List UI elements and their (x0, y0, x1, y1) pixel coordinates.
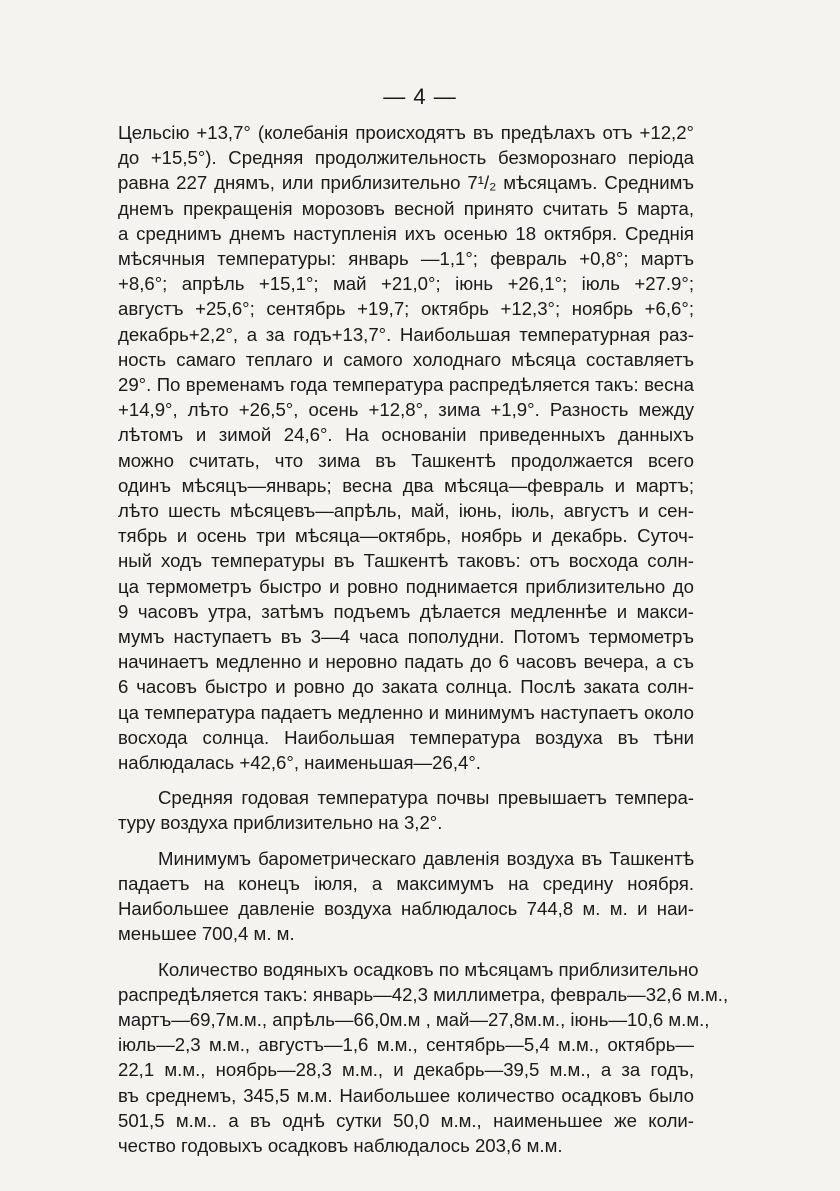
text-line: ный ходъ температуры въ Ташкентѣ таковъ: отъ восхода солн- (118, 550, 694, 572)
text-line: 501,5 м.м.. а въ однѣ сутки 50,0 м.м., наименьшее же коли- (118, 1109, 694, 1131)
text-line: мумъ наступаетъ въ 3—4 часа пополудни. Потомъ термометръ (118, 626, 694, 648)
text-line: Количество водяныхъ осадковъ по мѣсяцамъ приблизительно (158, 958, 699, 980)
text-line: +8,6°; апрѣль +15,1°; май +21,0°; іюнь +26,1°; іюль +27.9°; (118, 273, 694, 295)
text-line: 9 часовъ утра, затѣмъ подъемъ дѣлается медленнѣе и макси- (118, 600, 694, 622)
page-number: — 4 — (383, 84, 457, 109)
text-line: +14,9°, лѣто +26,5°, осень +12,8°, зима +1,9°. Разность между (118, 399, 694, 421)
text-line: іюль—2,3 м.м., августъ—1,6 м.м., сентябрь—5,4 м.м., октябрь— (118, 1034, 694, 1056)
text-line: 29°. По временамъ года температура распредѣляется такъ: весна (118, 374, 694, 396)
text-line: распредѣляется такъ: январь—42,3 миллиметра, февраль—32,6 м.м., (118, 983, 729, 1005)
text-line: равна 227 днямъ, или приблизительно 7¹/₂ мѣсяцамъ. Среднимъ (118, 172, 694, 194)
text-line: въ среднемъ, 345,5 м.м. Наибольшее количество осадковъ было (118, 1084, 694, 1106)
text-line: ность самаго теплаго и самого холоднаго мѣсяца составляетъ (118, 348, 694, 370)
text-line: меньшее 700,4 м. м. (118, 923, 295, 945)
body-text (118, 120, 729, 1158)
text-line: до +15,5°). Средняя продолжительность безморознаго періода (118, 147, 694, 169)
text-line: Наибольшее давленіе воздуха наблюдалось 744,8 м. м. и наи- (118, 898, 694, 920)
text-line: одинъ мѣсяцъ—январь; весна два мѣсяца—февраль и мартъ; (118, 474, 694, 496)
text-line: Минимумъ барометрическаго давленія воздуха въ Ташкентѣ (158, 847, 694, 869)
text-line: ца термометръ быстро и ровно поднимается приблизительно до (118, 575, 694, 597)
text-line: мартъ—69,7м.м., апрѣль—66,0м.м , май—27,8м.м., іюнь—10,6 м.м., (118, 1008, 710, 1030)
text-line: туру воздуха приблизительно на 3,2°. (118, 812, 443, 834)
text-line: наблюдалась +42,6°, наименьшая—26,4°. (118, 752, 481, 774)
text-line: падаетъ на конецъ іюля, а максимумъ на средину ноября. (118, 872, 694, 894)
text-line: лѣто шесть мѣсяцевъ—апрѣль, май, іюнь, іюль, августъ и сен- (118, 500, 694, 522)
paragraph (118, 957, 729, 1159)
text-line: ца температура падаетъ медленно и минимумъ наступаетъ около (118, 701, 694, 723)
text-line: мѣсячныя температуры: январь —1,1°; февраль +0,8°; мартъ (118, 248, 694, 270)
text-line: 6 часовъ быстро и ровно до заката солнца. Послѣ заката солн- (118, 676, 694, 698)
text-line: декабрь+2,2°, а за годъ+13,7°. Наибольшая температурная раз- (118, 323, 694, 345)
text-line: августъ +25,6°; сентябрь +19,7; октябрь +12,3°; ноябрь +6,6°; (118, 298, 694, 320)
text-line: начинаетъ медленно и неровно падать до 6 часовъ вечера, а съ (118, 651, 694, 673)
text-line: чество годовыхъ осадковъ наблюдалось 203,6 м.м. (118, 1134, 563, 1156)
paragraph (118, 120, 694, 775)
paragraph (118, 846, 694, 947)
text-line: тябрь и осень три мѣсяца—октябрь, ноябрь и декабрь. Суточ- (118, 525, 694, 547)
text-line: Цельсію +13,7° (колебанія происходятъ въ предѣлахъ отъ +12,2° (118, 122, 694, 143)
text-line: Средняя годовая температура почвы превышаетъ темпера- (158, 787, 694, 809)
text-line: 22,1 м.м., ноябрь—28,3 м.м., и декабрь—39,5 м.м., а за годъ, (118, 1059, 694, 1081)
text-line: лѣтомъ и зимой 24,6°. На основаніи приведенныхъ данныхъ (118, 424, 694, 446)
text-line: днемъ прекращенія морозовъ весной принято считать 5 марта, (118, 197, 694, 219)
text-line: а среднимъ днемъ наступленія ихъ осенью 18 октября. Среднія (118, 222, 694, 244)
text-line: можно считать, что зима въ Ташкентѣ продолжается всего (118, 449, 694, 471)
paragraph (118, 785, 694, 835)
text-line: восхода солнца. Наибольшая температура воздуха въ тѣни (118, 726, 694, 748)
